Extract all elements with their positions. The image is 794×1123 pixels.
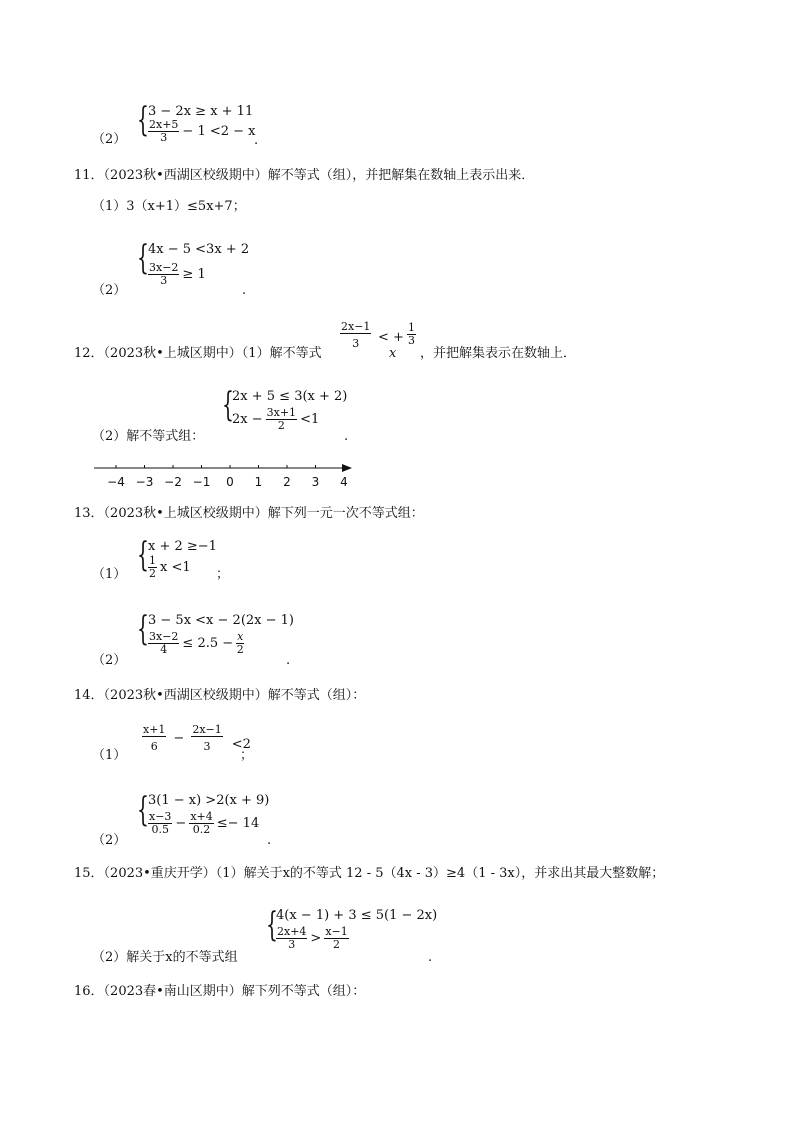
number-line-tick-label: −3 [135, 475, 154, 489]
q15-stem: 15．（2023•重庆开学）（1）解关于x的不等式 12 - 5（4x - 3）≥4（1 - 3x），并求出其最大整数解； [74, 866, 665, 881]
q14-p2-label: （2） [92, 833, 127, 848]
q12-end: . [344, 429, 349, 444]
q14-p1-label: （1） [92, 748, 127, 763]
q11-part2-label: （2） [92, 283, 127, 298]
q10-end: . [254, 133, 259, 148]
q14-p2-top: 3(1 − x) >2(x + 9) [148, 793, 270, 808]
number-line-tick-label: 4 [340, 475, 348, 489]
q13-stem: 13．（2023秋•上城区校级期中）解下列一元一次不等式组： [74, 506, 424, 521]
q14-p1-fraction-2: $\frac{2x-1}{3}$ [192, 723, 222, 753]
q11-system-bottom: $\frac{3x-2}{3}$ ≥ 1 [149, 261, 206, 287]
q13-p2-fraction-1: $\frac{3x-2}{4}$ [149, 630, 179, 656]
q12-number-line [88, 460, 358, 490]
q13-p1-top: x + 2 ≥−1 [148, 539, 217, 554]
q13-p2-bottom: $\frac{3x-2}{4}$ ≤ 2.5 − $\frac{x}{2}$ [149, 630, 244, 656]
q12-stem-a: 12．（2023秋•上城区期中）（1）解不等式 [74, 346, 322, 361]
q11-fraction: $\frac{3x-2}{3}$ [149, 261, 179, 287]
q10-fraction: $\frac{2x+5}{3}$ [149, 118, 179, 144]
q11-system-brace: { [137, 238, 149, 278]
q12-system-bottom: 2x − $\frac{3x+1}{2}$ <1 [232, 406, 320, 432]
q15-fraction-1: $\frac{2x+4}{3}$ [277, 925, 307, 951]
q14-p2-brace: { [137, 790, 149, 830]
q15-fraction-2: $\frac{x-1}{2}$ [325, 925, 348, 951]
number-line-tick-label: 2 [283, 475, 291, 489]
q12-fraction-left: $\frac{2x-1}{3}$ [341, 320, 371, 350]
q12-stem-b: ，并把解集表示在数轴上． [420, 346, 577, 361]
number-line-tick-label: 0 [226, 475, 234, 489]
q14-p2-end: . [267, 833, 272, 848]
q15-part2-label: （2）解关于x的不等式组 [92, 950, 238, 965]
q13-p2-label: （2） [92, 653, 127, 668]
q12-fraction: $\frac{3x+1}{2}$ [266, 406, 297, 432]
q14-p2-bottom: $\frac{x-3}{0.5}$ − $\frac{x+4}{0.2}$ ≤− 14 [149, 810, 260, 836]
number-line-tick-label: 3 [311, 475, 320, 489]
q13-p2-end: . [286, 653, 291, 668]
q13-p2-brace: { [137, 609, 149, 649]
q12-system-top: 2x + 5 ≤ 3(x + 2) [232, 389, 348, 404]
q13-p1-bottom: $\frac{1}{2}$ x <1 [149, 554, 191, 580]
q12-system-brace: { [222, 385, 234, 425]
q14-stem: 14．（2023秋•西湖区校级期中）解不等式（组）： [74, 688, 366, 703]
q13-p1-fraction: $\frac{1}{2}$ [149, 554, 156, 580]
q13-p2-fraction-2: $\frac{x}{2}$ [236, 630, 244, 656]
q14-p2-fraction-2: $\frac{x+4}{0.2}$ [190, 810, 213, 836]
q13-p1-end: ； [216, 567, 230, 582]
q15-system-brace: { [266, 905, 278, 945]
q10-system-bottom: $\frac{2x+5}{3}$ − 1 <2 − x [149, 118, 256, 144]
q10-system-top: 3 − 2x ≥ x + 11 [148, 104, 254, 119]
q14-p1-fraction-1: $\frac{x+1}{6}$ [143, 723, 166, 753]
q14-p1-end: ； [240, 748, 254, 763]
q13-p1-brace: { [137, 535, 149, 575]
q12-x: x [389, 346, 397, 361]
q11-stem: 11．（2023秋•西湖区校级期中）解不等式（组），并把解集在数轴上表示出来． [74, 168, 535, 183]
number-line-tick-label: −4 [107, 475, 125, 489]
q11-part1: （1）3（x+1）≤5x+7； [92, 199, 246, 214]
q15-end: . [428, 950, 433, 965]
q14-p1-expr: $\frac{x+1}{6}$ − $\frac{2x-1}{3}$ <2 [143, 723, 251, 753]
number-line-tick-label: 1 [254, 475, 263, 489]
number-line-tick-label: −2 [164, 475, 182, 489]
q11-system-top: 4x − 5 <3x + 2 [148, 242, 250, 257]
q10-system-brace: { [137, 100, 149, 140]
q14-p2-fraction-1: $\frac{x-3}{0.5}$ [149, 810, 172, 836]
q12-fraction-right: $\frac{1}{3}$ [408, 321, 415, 347]
q12-less-plus: < + [378, 330, 404, 345]
q15-system-bottom: $\frac{2x+4}{3}$ > $\frac{x-1}{2}$ [277, 925, 348, 951]
q12-part2-label: （2）解不等式组： [92, 429, 205, 444]
q10-part2-label: （2） [92, 132, 127, 147]
number-line-tick-label: −1 [192, 475, 211, 489]
q15-system-top: 4(x − 1) + 3 ≤ 5(1 − 2x) [276, 908, 438, 923]
q13-p1-label: （1） [92, 567, 127, 582]
q13-p2-top: 3 − 5x <x − 2(2x − 1) [148, 613, 294, 628]
q11-end: . [242, 283, 247, 298]
q16-stem: 16．（2023春•南山区期中）解下列不等式（组）： [74, 984, 366, 999]
